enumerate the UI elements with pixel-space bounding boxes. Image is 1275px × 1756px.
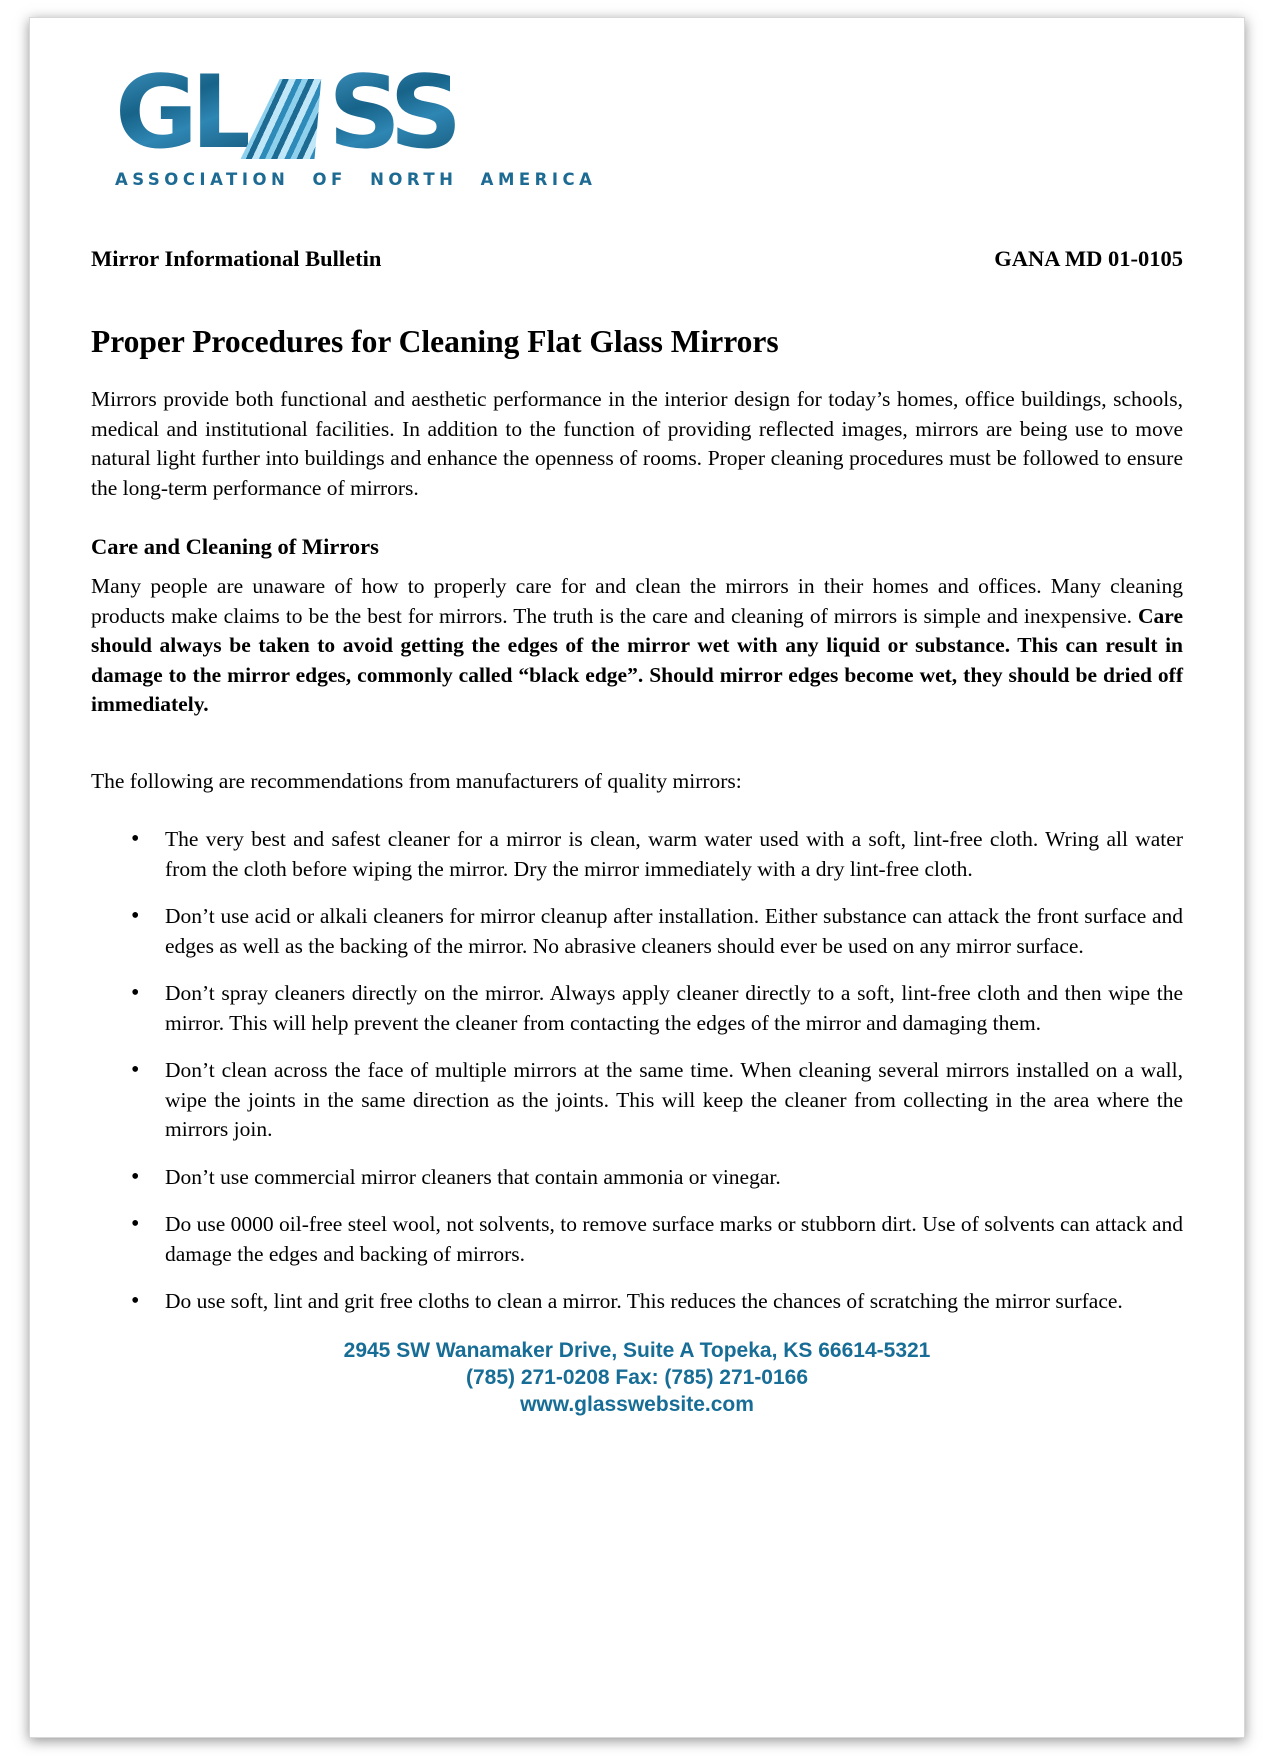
footer-address: 2945 SW Wanamaker Drive, Suite A Topeka, KS 66614-5321: [343, 1338, 931, 1362]
footer-contact-block: [91, 1337, 1183, 1418]
bulletin-meta-row: [91, 246, 1183, 272]
document-page: [29, 17, 1245, 1738]
logo-letter-a-stripes-icon: [241, 79, 338, 159]
recommendations-list: [91, 825, 1183, 1317]
footer-website: www.glasswebsite.com: [520, 1392, 754, 1416]
list-item: • Don’t spray cleaners directly on the mirror. Always apply cleaner directly to a soft, lint-free cloth and then wipe the mirror. This will help prevent the cleaner from contacting the edges of the mirror and damaging them.: [131, 979, 1183, 1038]
logo-tagline: ASSOCIATION OF NORTH AMERICA: [115, 170, 597, 189]
section-heading-care-and-cleaning: Care and Cleaning of Mirrors: [91, 534, 379, 559]
list-item: • Don’t use acid or alkali cleaners for mirror cleanup after installation. Either substance can attack the front surface and edges as well as the backing of the mirror. No abrasive cleaners should ever be used on any mirror surface.: [131, 902, 1183, 961]
footer-phone-fax: (785) 271-0208 Fax: (785) 271-0166: [465, 1365, 809, 1389]
bulletin-label: Mirror Informational Bulletin: [91, 246, 382, 271]
page-title: Proper Procedures for Cleaning Flat Glass Mirrors: [91, 324, 779, 359]
list-item: • Do use soft, lint and grit free cloths to clean a mirror. This reduces the chances of scratching the mirror surface.: [131, 1287, 1183, 1317]
list-item: • Don’t use commercial mirror cleaners that contain ammonia or vinegar.: [131, 1163, 1183, 1193]
logo-letters-ss: SS: [328, 53, 456, 171]
list-item: • Don’t clean across the face of multiple mirrors at the same time. When cleaning several mirrors installed on a wall, wipe the joints in the same direction as the joints. This will keep the cleaner from collecting in the area where the mirrors join.: [131, 1056, 1183, 1145]
care-paragraph: [91, 572, 1183, 720]
glass-logotype: [115, 53, 1183, 171]
intro-paragraph: Mirrors provide both functional and aesthetic performance in the interior design for today’s homes, office buildings, schools, medical and institutional facilities. In addition to the function of providing reflected images, mirrors are being use to move natural light further into buildings and enhance the openness of rooms. Proper cleaning procedures must be followed to ensure the long-term performance of mirrors.: [91, 387, 1183, 500]
care-paragraph-normal-text: Many people are unaware of how to properly care for and clean the mirrors in their homes and offices. Many cleaning products make claims to be the best for mirrors. The truth is the care and cleaning of mirrors is simple and inexpensive.: [91, 574, 1183, 628]
care-paragraph-bold-warning: Care should always be taken to avoid getting the edges of the mirror wet with any liquid or substance. This can result in damage to the mirror edges, commonly called “black edge”. Should mirror edges become wet, they should be dried off immediately.: [91, 603, 1183, 716]
recommendations-intro: The following are recommendations from manufacturers of quality mirrors:: [91, 768, 742, 793]
list-item: • The very best and safest cleaner for a mirror is clean, warm water used with a soft, lint-free cloth. Wring all water from the cloth before wiping the mirror. Dry the mirror immediately with a dry lint-free cloth.: [131, 825, 1183, 884]
logo-letters-gl: GL: [115, 53, 249, 171]
list-item: • Do use 0000 oil-free steel wool, not solvents, to remove surface marks or stubborn dirt. Use of solvents can attack and damage the edges and backing of mirrors.: [131, 1210, 1183, 1269]
bulletin-doc-number: GANA MD 01-0105: [994, 246, 1183, 271]
gana-logo: [115, 53, 1183, 189]
